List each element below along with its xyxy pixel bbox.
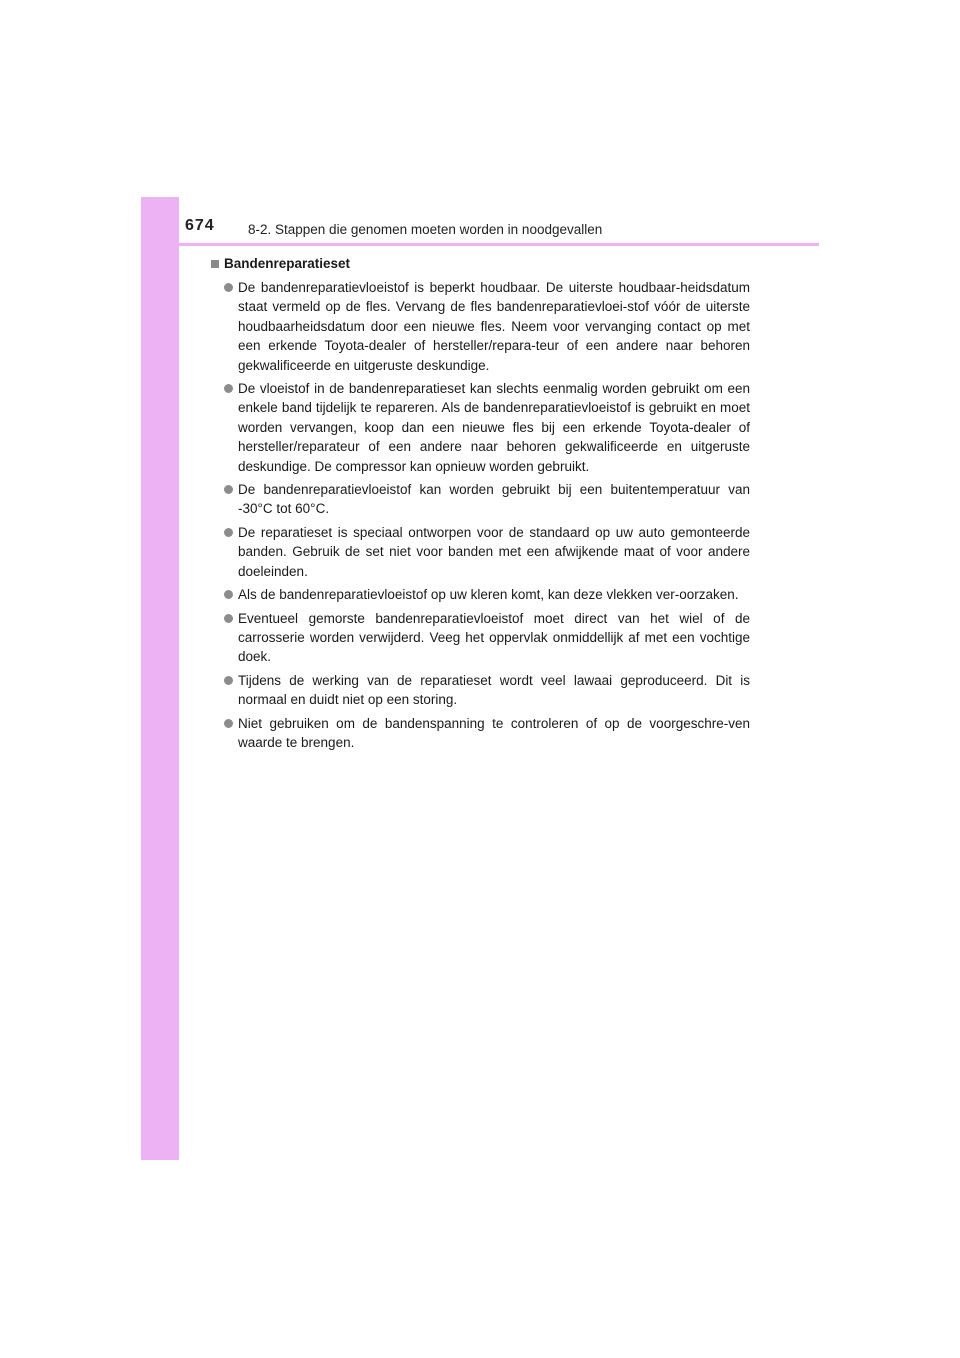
list-item: [210, 480, 750, 519]
list-item-text: De reparatieset is speciaal ontworpen voor de standaard op uw auto gemonteerde banden. Gebruik de set niet voor banden met een afwijkende maat of voor andere doeleinden.: [238, 524, 750, 579]
list-item-text: Tijdens de werking van de reparatieset wordt veel lawaai geproduceerd. Dit is normaal en duidt niet op een storing.: [238, 672, 750, 708]
round-bullet-icon: [224, 590, 233, 599]
list-item: [210, 714, 750, 753]
side-tab-bar: [141, 197, 179, 1160]
list-item: [210, 379, 750, 476]
round-bullet-icon: [224, 614, 233, 623]
list-item: [210, 671, 750, 710]
list-item: [210, 609, 750, 667]
round-bullet-icon: [224, 384, 233, 393]
list-item-text: Niet gebruiken om de bandenspanning te controleren of op de voorgeschre-ven waarde te brengen.: [238, 715, 750, 750]
round-bullet-icon: [224, 485, 233, 494]
bullet-list: [210, 278, 750, 752]
round-bullet-icon: [224, 283, 233, 292]
list-item: [210, 585, 750, 604]
list-item: [210, 523, 750, 581]
section-heading: [210, 254, 750, 274]
list-item-text: Eventueel gemorste bandenreparatievloeistof moet direct van het wiel of de carrosserie worden verwijderd. Veeg het oppervlak onmiddellijk af met een vochtige doek.: [238, 610, 750, 665]
list-item-text: Als de bandenreparatievloeistof op uw kleren komt, kan deze vlekken ver-oorzaken.: [238, 587, 739, 603]
list-item-text: De bandenreparatievloeistof kan worden gebruikt bij een buitentemperatuur van -30°C tot 60°C.: [238, 482, 750, 517]
header-divider: [141, 243, 819, 246]
round-bullet-icon: [224, 676, 233, 685]
chapter-title: 8-2. Stappen die genomen moeten worden in noodgevallen: [248, 222, 603, 237]
round-bullet-icon: [224, 528, 233, 537]
section-heading-text: Bandenreparatieset: [224, 256, 351, 271]
list-item-text: De vloeistof in de bandenreparatieset kan slechts eenmalig worden gebruikt om een enkele band tijdelijk te repareren. Als de bandenreparatievloeistof is gebruikt en moet worden vervangen, koop dan een nieuwe fles bij een erkende Toyota-dealer of hersteller/reparateur of een andere naar behoren gekwalificeerde en uitgeruste deskundige. De compressor kan opnieuw worden gebruikt.: [238, 381, 750, 474]
list-item-text: De bandenreparatievloeistof is beperkt houdbaar. De uiterste houdbaar-heidsdatum staat vermeld op de fles. Vervang de fles bandenreparatievloei-stof vóór de uiterste houdbaarheidsdatum door een nieuwe fles. Neem voor vervanging contact op met een erkende Toyota-dealer of hersteller/repara-teur of een andere naar behoren gekwalificeerde en uitgeruste deskundige.: [238, 280, 750, 373]
main-content: [210, 254, 750, 756]
page-number: 674: [185, 217, 215, 234]
list-item: [210, 278, 750, 375]
round-bullet-icon: [224, 719, 233, 728]
square-bullet-icon: [211, 260, 219, 268]
